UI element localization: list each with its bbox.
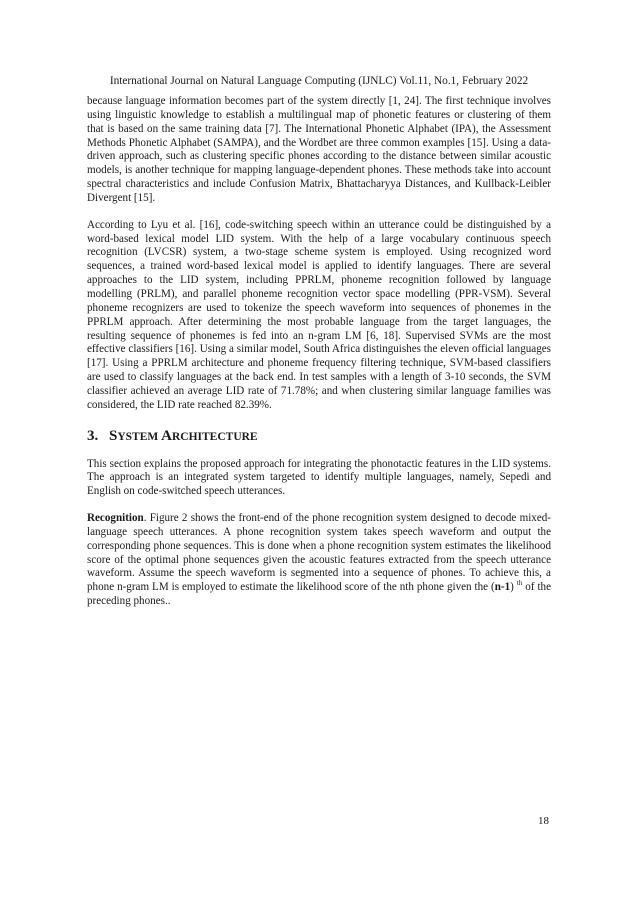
recognition-text: . Figure 2 shows the front-end of the phone recognition system designed to decode mixed-language speech utterances. A phone recognition system takes speech waveform and output the corresponding phone sequences. This is done when a phone recognition system estimates the likelihood score of the optimal phone sequences given the acoustic features extracted from the speech utterance waveform. Assume the speech waveform is segmented into a sequence of phones. To achieve this, a phone n-gram LM is employed to estimate the likelihood score of the nth phone given the ( — [87, 512, 551, 594]
section-title-cap-a: A — [161, 427, 172, 444]
section-heading — [87, 427, 551, 446]
closing-paren: ) — [510, 581, 514, 594]
running-header: International Journal on Natural Language Computing (IJNLC) Vol.11, No.1, February 2022 — [109, 75, 529, 87]
recognition-end: of the preceding phones.. — [87, 581, 552, 608]
recognition-label: Recognition — [87, 512, 144, 525]
page-body — [87, 95, 551, 609]
th-superscript: th — [516, 579, 523, 588]
paragraph-recognition — [87, 512, 551, 609]
section-title-rchitecture: RCHITECTURE — [171, 430, 258, 443]
paragraph-language-mapping: because language information becomes part of the system directly [1, 24]. The first technique involves using linguistic knowledge to establish a multilingual map of phonetic features or clustering of them that is based on the same training data [7]. The International Phonetic Alphabet (IPA), the Assessment Methods Phonetic Alphabet (SAMPA), and the Wordbet are three common examples [15]. Using a data- driven approach, such as clustering specific phones according to the distance between similar acoustic models, is another technique for mapping language-dependent phones. These methods take into account spectral characteristics and include Confusion Matrix, Bhattacharyya Distances, and Kullback-Leibler Divergent [15]. — [87, 95, 551, 204]
paragraph-lid-approaches: According to Lyu et al. [16], code-switching speech within an utterance could be distinguished by a word-based lexical model LID system. With the help of a large vocabulary continuous speech recognition (LVCSR) system, a two-stage scheme system is employed. Using recognized word sequences, a trained word-based lexical model is applied to identify languages. There are several approaches to the LID system, including PPRLM, phoneme recognition followed by language modelling (PRLM), and parallel phoneme recognition vector space modelling (PPR-VSM). Several phoneme recognizers are used to tokenize the speech waveform into sequences of phonemes in the PPRLM approach. After determining the most probable language from the target languages, the resulting sequence of phonemes is fed into an n-gram LM [6, 18]. Supervised SVMs are the most effective classifiers [16]. Using a similar model, South Africa distinguishes the eleven official languages [17]. Using a PPRLM architecture and phoneme frequency filtering technique, SVM-based classifiers are used to classify languages at the back end. In test samples with a length of 3-10 seconds, the SVM classifier achieved an average LID rate of 71.78%; and when clustering similar language families was considered, the LID rate reached 82.39%. — [87, 218, 551, 411]
page-number: 18 — [538, 815, 549, 827]
section-number: 3. — [87, 427, 99, 444]
paragraph-section-intro: This section explains the proposed approach for integrating the phonotactic features in the LID systems. The approach is an integrated system targeted to identify multiple languages, namely, Sepedi and English on code-switched speech utterances. — [87, 457, 551, 498]
n-minus-one: n-1 — [494, 581, 511, 594]
section-title-cap-s: S — [109, 427, 118, 444]
section-title-ystem: YSTEM — [117, 430, 162, 443]
